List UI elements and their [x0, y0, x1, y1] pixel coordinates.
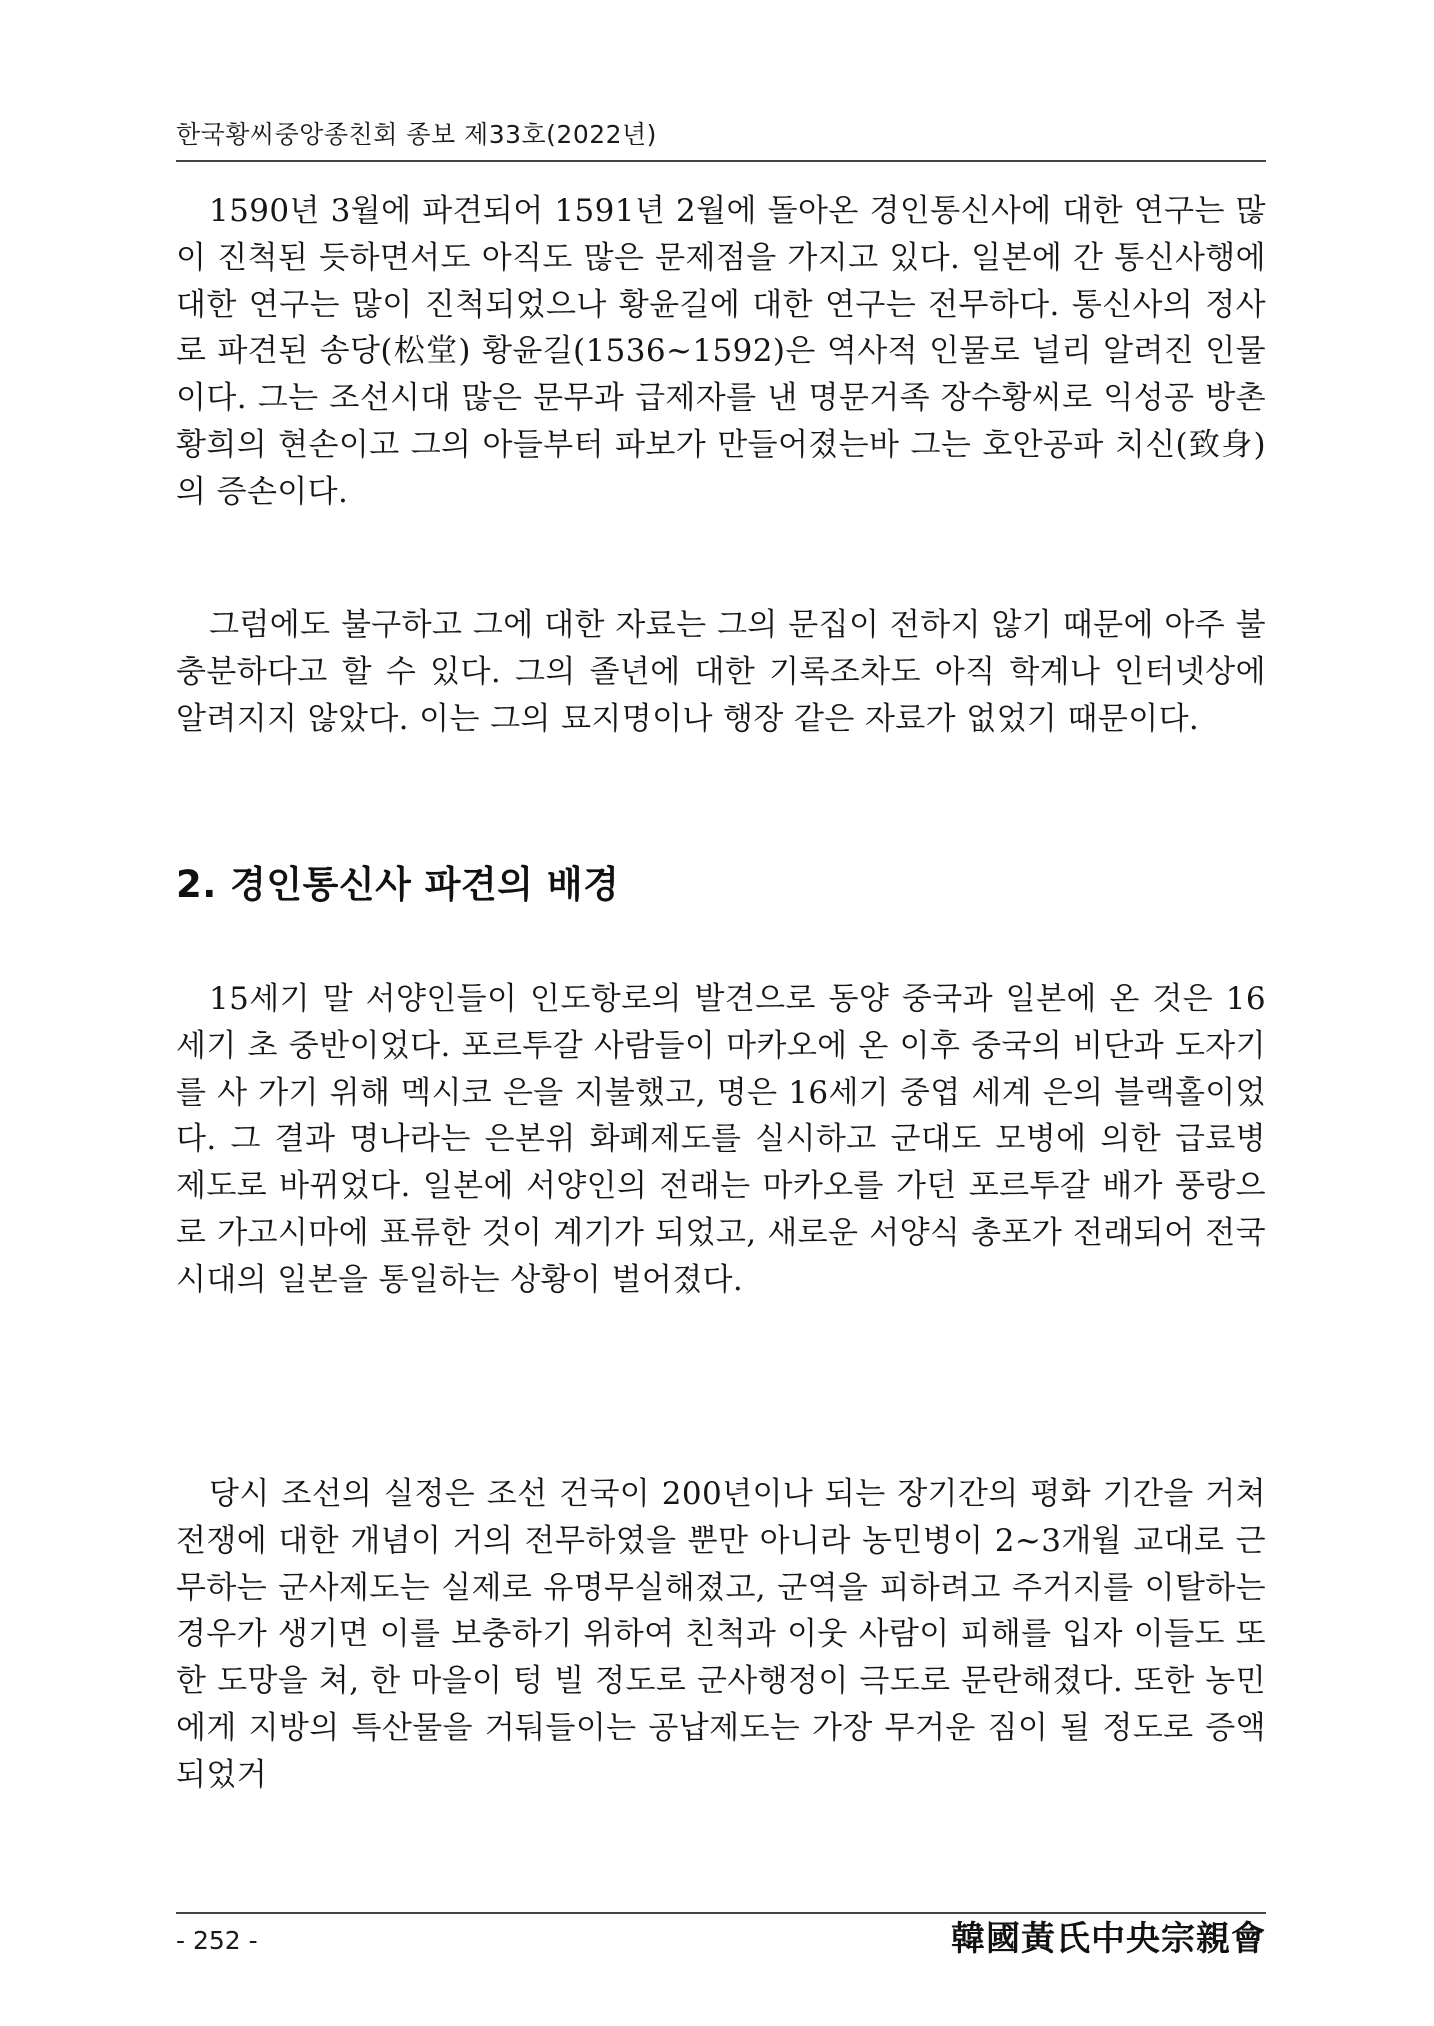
- header-divider: [176, 160, 1266, 162]
- paragraph: 15세기 말 서양인들이 인도항로의 발견으로 동양 중국과 일본에 온 것은 16세기 초 중반이었다. 포르투갈 사람들이 마카오에 온 이후 중국의 비단과 도자기를 사 가기 위해 멕시코 은을 지불했고, 명은 16세기 중엽 세계 은의 블랙홀이었다. 그 결과 명나라는 은본위 화폐제도를 실시하고 군대도 모병에 의한 급료병 제도로 바뀌었다. 일본에 서양인의 전래는 마카오를 가던 포르투갈 배가 풍랑으로 가고시마에 표류한 것이 계기가 되었고, 새로운 서양식 총포가 전래되어 전국시대의 일본을 통일하는 상황이 벌어졌다.: [176, 981, 1266, 1298]
- running-header: 한국황씨중앙종친회 종보 제33호(2022년): [176, 120, 657, 149]
- paragraph-block-3: [176, 976, 1266, 1304]
- footer-divider: [176, 1912, 1266, 1914]
- paragraph-block-4: [176, 1471, 1266, 1799]
- publisher-name: 韓國黃氏中央宗親會: [951, 1919, 1266, 1959]
- paragraph-block-1: [176, 188, 1266, 516]
- section-heading: 2. 경인통신사 파견의 배경: [176, 863, 620, 906]
- page-number: - 252 -: [176, 1926, 258, 1955]
- paragraph: 그럼에도 불구하고 그에 대한 자료는 그의 문집이 전하지 않기 때문에 아주 불충분하다고 할 수 있다. 그의 졸년에 대한 기록조차도 아직 학계나 인터넷상에 알려지지 않았다. 이는 그의 묘지명이나 행장 같은 자료가 없었기 때문이다.: [176, 607, 1266, 737]
- paragraph: 당시 조선의 실정은 조선 건국이 200년이나 되는 장기간의 평화 기간을 거쳐 전쟁에 대한 개념이 거의 전무하였을 뿐만 아니라 농민병이 2~3개월 교대로 근무하는 군사제도는 실제로 유명무실해졌고, 군역을 피하려고 주거지를 이탈하는 경우가 생기면 이를 보충하기 위하여 친척과 이웃 사람이 피해를 입자 이들도 또한 도망을 쳐, 한 마을이 텅 빌 정도로 군사행정이 극도로 문란해졌다. 또한 농민에게 지방의 특산물을 거둬들이는 공납제도는 가장 무거운 짐이 될 정도로 증액되었거: [176, 1476, 1266, 1793]
- paragraph: 1590년 3월에 파견되어 1591년 2월에 돌아온 경인통신사에 대한 연구는 많이 진척된 듯하면서도 아직도 많은 문제점을 가지고 있다. 일본에 간 통신사행에 대한 연구는 많이 진척되었으나 황윤길에 대한 연구는 전무하다. 통신사의 정사로 파견된 송당(松堂) 황윤길(1536~1592)은 역사적 인물로 널리 알려진 인물이다. 그는 조선시대 많은 문무과 급제자를 낸 명문거족 장수황씨로 익성공 방촌 황희의 현손이고 그의 아들부터 파보가 만들어졌는바 그는 호안공파 치신(致身)의 증손이다.: [176, 193, 1266, 510]
- paragraph-block-2: [176, 602, 1266, 742]
